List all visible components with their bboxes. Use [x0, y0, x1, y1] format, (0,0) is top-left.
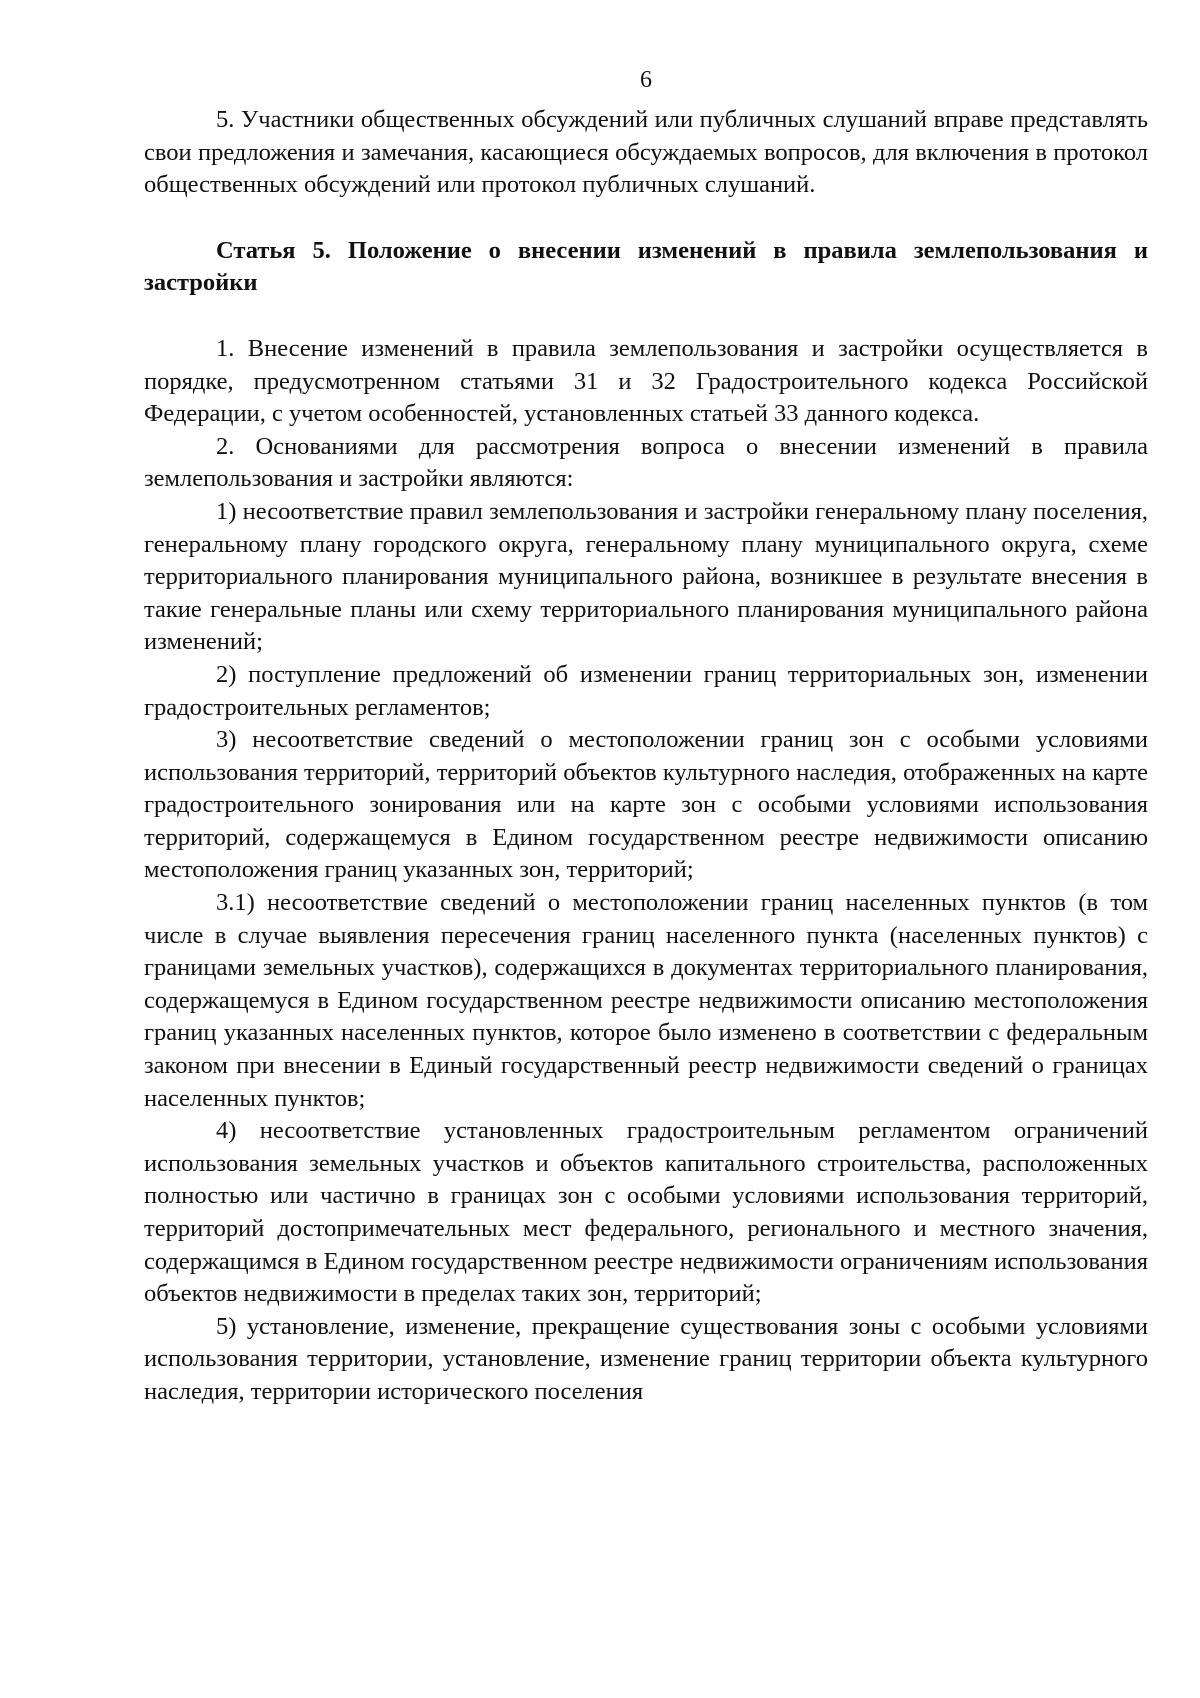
document-page	[144, 64, 1148, 1409]
paragraph-1: 1. Внесение изменений в правила землепользования и застройки осуществляется в порядке, предусмотренном статьями 31 и 32 Градостроительного кодекса Российской Федерации, с учетом особенностей, установленных статьей 33 данного кодекса.	[144, 334, 1148, 428]
list-item-3: 3) несоответствие сведений о местоположении границ зон с особыми условиями использования территорий, территорий объектов культурного наследия, отображенных на карте градостроительного зонирования или на карте зон с особыми условиями использования территорий, содержащемуся в Едином государственном реестре недвижимости описанию местоположения границ указанных зон, территорий;	[144, 726, 1148, 884]
page-number: 6	[640, 67, 652, 93]
list-item-2: 2) поступление предложений об изменении границ территориальных зон, изменении градостроительных регламентов;	[144, 660, 1148, 721]
article-heading: Статья 5. Положение о внесении изменений в правила землепользования и застройки	[144, 236, 1148, 297]
list-item-3-1: 3.1) несоответствие сведений о местоположении границ населенных пунктов (в том числе в случае выявления пересечения границ населенного пункта (населенных пунктов) с границами земельных участков), содержащихся в документах территориального планирования, содержащемуся в Едином государственном реестре недвижимости описанию местоположения границ указанных населенных пунктов, которое было изменено в соответствии с федеральным законом при внесении в Единый государственный реестр недвижимости сведений о границах населенных пунктов;	[144, 889, 1148, 1112]
list-item-4: 4) несоответствие установленных градостроительным регламентом ограничений использования земельных участков и объектов капитального строительства, расположенных полностью или частично в границах зон с особыми условиями использования территорий, территорий достопримечательных мест федерального, регионального и местного значения, содержащимся в Едином государственном реестре недвижимости ограничениям использования объектов недвижимости в пределах таких зон, территорий;	[144, 1117, 1148, 1308]
list-item-5: 5) установление, изменение, прекращение существования зоны с особыми условиями использования территории, установление, изменение границ территории объекта культурного наследия, территории исторического поселения	[144, 1312, 1148, 1405]
paragraph-participants-rights: 5. Участники общественных обсуждений или публичных слушаний вправе представлять свои предложения и замечания, касающиеся обсуждаемых вопросов, для включения в протокол общественных обсуждений или протокол публичных слушаний.	[144, 106, 1148, 199]
list-item-1: 1) несоответствие правил землепользования и застройки генеральному плану поселения, генеральному плану городского округа, генеральному плану муниципального округа, схеме территориального планирования муниципального района, возникшее в результате внесения в такие генеральные планы или схему территориального планирования муниципального района изменений;	[144, 497, 1148, 656]
paragraph-2: 2. Основаниями для рассмотрения вопроса о внесении изменений в правила землепользования и застройки являются:	[144, 432, 1148, 493]
